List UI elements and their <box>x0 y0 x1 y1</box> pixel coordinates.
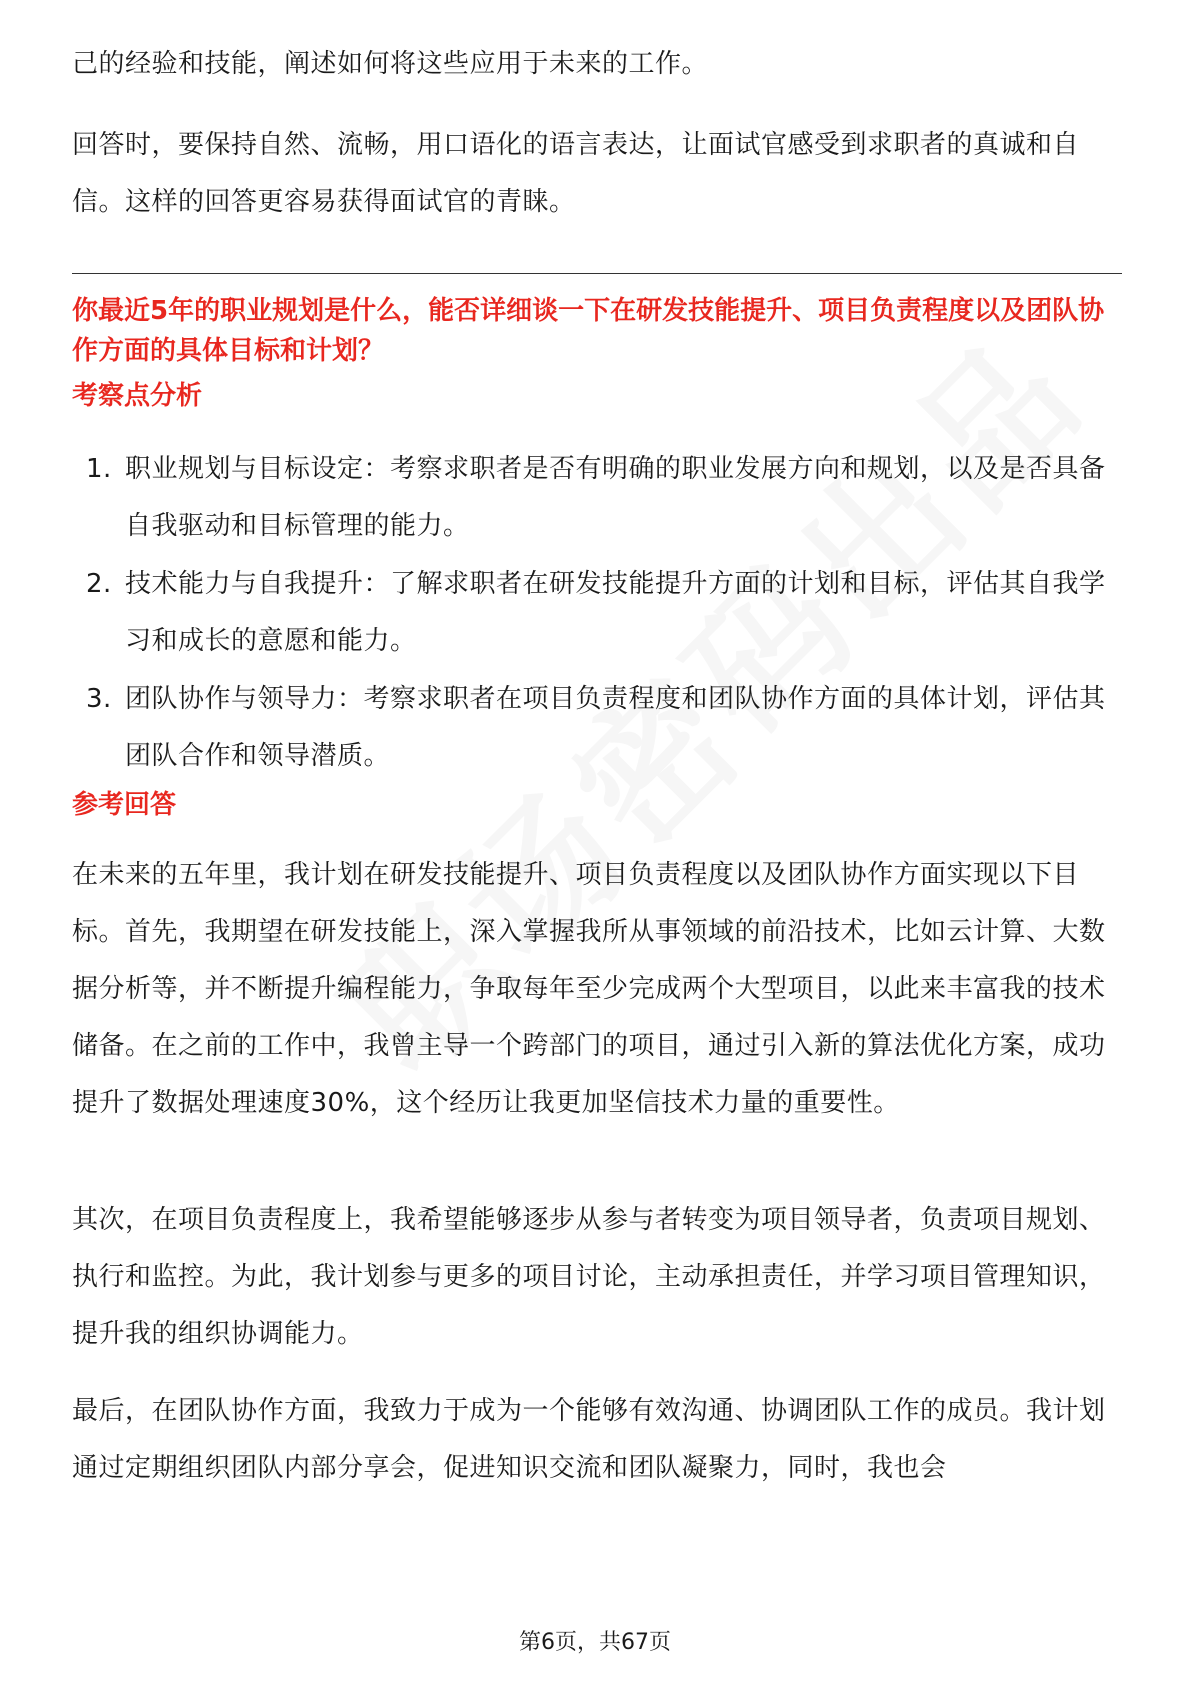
list-number: 1. <box>86 454 112 484</box>
question-title: 你最近5年的职业规划是什么，能否详细谈一下在研发技能提升、项目负责程度以及团队协作方面的具体目标和计划？ <box>72 296 1105 366</box>
answer-paragraph: 其次，在项目负责程度上，我希望能够逐步从参与者转变为项目领导者，负责项目规划、执行和监控。为此，我计划参与更多的项目讨论，主动承担责任，并学习项目管理知识，提升我的组织协调能力。 <box>72 1205 1106 1349</box>
analysis-item <box>72 556 1122 670</box>
intro-paragraph: 回答时，要保持自然、流畅，用口语化的语言表达，让面试官感受到求职者的真诚和自信。这样的回答更容易获得面试官的青睐。 <box>72 130 1080 217</box>
list-text: 技术能力与自我提升：了解求职者在研发技能提升方面的计划和目标，评估其自我学习和成长的意愿和能力。 <box>125 569 1106 656</box>
list-number: 3. <box>86 684 112 714</box>
answer-paragraph: 最后，在团队协作方面，我致力于成为一个能够有效沟通、协调团队工作的成员。我计划通过定期组织团队内部分享会，促进知识交流和团队凝聚力，同时，我也会 <box>72 1396 1106 1483</box>
intro-line: 己的经验和技能，阐述如何将这些应用于未来的工作。 <box>72 49 709 79</box>
analysis-item <box>72 671 1122 785</box>
answer-heading: 参考回答 <box>72 790 177 820</box>
list-text: 团队协作与领导力：考察求职者在项目负责程度和团队协作方面的具体计划，评估其团队合作和领导潜质。 <box>125 684 1106 771</box>
analysis-item <box>72 441 1122 555</box>
list-number: 2. <box>86 569 112 599</box>
list-text: 职业规划与目标设定：考察求职者是否有明确的职业发展方向和规划，以及是否具备自我驱动和目标管理的能力。 <box>125 454 1106 541</box>
section-divider <box>72 273 1122 274</box>
analysis-heading: 考察点分析 <box>72 381 203 411</box>
answer-paragraph: 在未来的五年里，我计划在研发技能提升、项目负责程度以及团队协作方面实现以下目标。首先，我期望在研发技能上，深入掌握我所从事领域的前沿技术，比如云计算、大数据分析等，并不断提升编程能力，争取每年至少完成两个大型项目，以此来丰富我的技术储备。在之前的工作中，我曾主导一个跨部门的项目，通过引入新的算法优化方案，成功提升了数据处理速度30%，这个经历让我更加坚信技术力量的重要性。 <box>72 860 1106 1118</box>
analysis-list <box>72 441 1122 786</box>
page-number: 第6页，共67页 <box>519 1630 671 1655</box>
